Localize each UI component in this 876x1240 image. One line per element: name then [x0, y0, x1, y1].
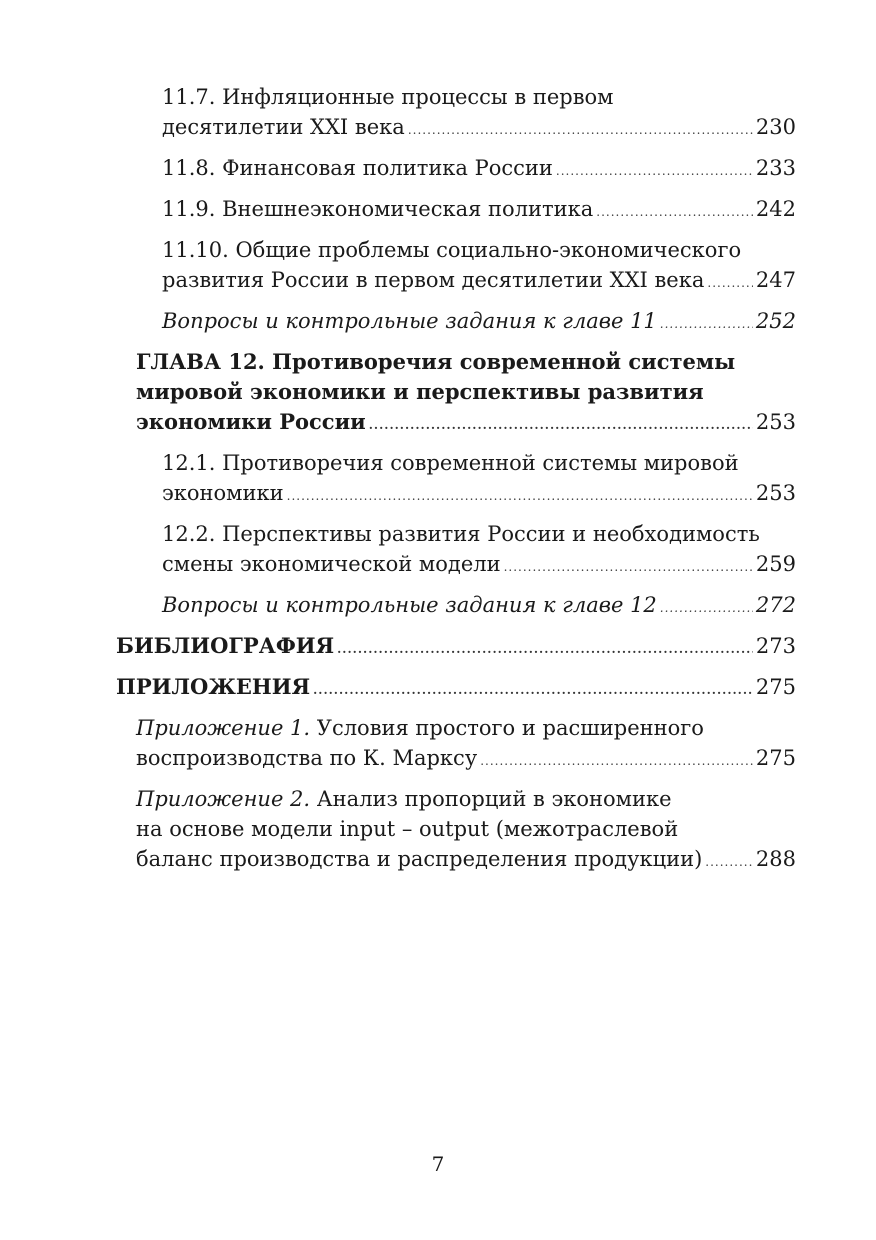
leader-dots	[707, 268, 753, 298]
toc-entry-12-2[interactable]	[116, 519, 796, 582]
leader-dots	[705, 847, 753, 877]
toc-page-number: 259	[755, 552, 796, 576]
toc-page-number: 230	[755, 115, 796, 139]
toc-entry-title: смены экономической модели	[162, 552, 501, 576]
toc-entry-appendix-1[interactable]	[116, 713, 796, 776]
toc-page-number: 275	[755, 675, 796, 699]
toc-entry-title	[136, 784, 796, 814]
toc-page-number: 242	[755, 197, 796, 221]
toc-entry-title: баланс производства и распределения продукции)	[136, 847, 703, 871]
toc-entry-appendices[interactable]	[116, 672, 796, 705]
toc-entry-title: ПРИЛОЖЕНИЯ	[116, 674, 311, 699]
leader-dots	[408, 115, 753, 145]
toc-entry-title: 11.8. Финансовая политика России	[162, 156, 553, 180]
toc-entry-11-7[interactable]	[116, 82, 796, 145]
toc-entry-title: ГЛАВА 12. Противоречия современной системы	[136, 349, 736, 374]
toc-entry-title: 11.10. Общие проблемы социально-экономического	[162, 238, 742, 262]
toc-entry-title: на основе модели input – output (межотраслевой	[136, 817, 679, 841]
leader-dots	[480, 746, 753, 776]
toc-entry-title: 11.9. Внешнеэкономическая политика	[162, 197, 594, 221]
toc-entry-questions-11[interactable]	[116, 306, 796, 339]
toc-entry-chapter-12[interactable]	[116, 347, 796, 440]
toc-entry-title: Вопросы и контрольные задания к главе 12	[162, 593, 657, 617]
leader-dots	[369, 410, 753, 440]
toc-entry-title: БИБЛИОГРАФИЯ	[116, 633, 335, 658]
toc-entry-title: мировой экономики и перспективы развития	[136, 379, 704, 404]
leader-dots	[337, 634, 753, 664]
appendix-label: Приложение 1.	[136, 716, 311, 740]
toc-entry-12-1[interactable]	[116, 448, 796, 511]
toc-page-number: 253	[755, 410, 796, 434]
leader-dots	[660, 593, 753, 623]
toc-page-number: 247	[755, 268, 796, 292]
toc-entry-title: развития России в первом десятилетии XXI века	[162, 268, 705, 292]
toc-entry-title	[136, 713, 796, 743]
toc-entry-11-8[interactable]	[116, 153, 796, 186]
toc-page-number: 253	[755, 481, 796, 505]
toc-page-number: 275	[755, 746, 796, 770]
toc-entry-11-10[interactable]	[116, 235, 796, 298]
appendix-title: Анализ пропорций в экономике	[310, 787, 672, 811]
toc-entry-title: 12.2. Перспективы развития России и необходимость	[162, 522, 760, 546]
table-of-contents	[116, 82, 796, 885]
toc-entry-title: воспроизводства по К. Марксу	[136, 746, 478, 770]
toc-entry-bibliography[interactable]	[116, 631, 796, 664]
toc-page-number: 252	[755, 309, 796, 333]
appendix-label: Приложение 2.	[136, 787, 311, 811]
toc-entry-appendix-2[interactable]	[116, 784, 796, 877]
leader-dots	[287, 481, 753, 511]
toc-page-number: 233	[755, 156, 796, 180]
toc-entry-title: 11.7. Инфляционные процессы в первом	[162, 85, 614, 109]
toc-entry-questions-12[interactable]	[116, 590, 796, 623]
leader-dots	[596, 197, 753, 227]
leader-dots	[660, 309, 753, 339]
toc-entry-title: экономики	[162, 481, 284, 505]
appendix-title: Условия простого и расширенного	[310, 716, 704, 740]
toc-entry-title: Вопросы и контрольные задания к главе 11	[162, 309, 657, 333]
leader-dots	[313, 675, 753, 705]
leader-dots	[504, 552, 753, 582]
toc-entry-title: 12.1. Противоречия современной системы мировой	[162, 451, 739, 475]
toc-entry-11-9[interactable]	[116, 194, 796, 227]
toc-page-number: 273	[755, 634, 796, 658]
page-number: 7	[431, 1152, 445, 1176]
toc-entry-title: экономики России	[136, 409, 366, 434]
toc-entry-title: десятилетии XXI века	[162, 115, 405, 139]
toc-page-number: 272	[755, 593, 796, 617]
toc-page-number: 288	[755, 847, 796, 871]
leader-dots	[556, 156, 753, 186]
